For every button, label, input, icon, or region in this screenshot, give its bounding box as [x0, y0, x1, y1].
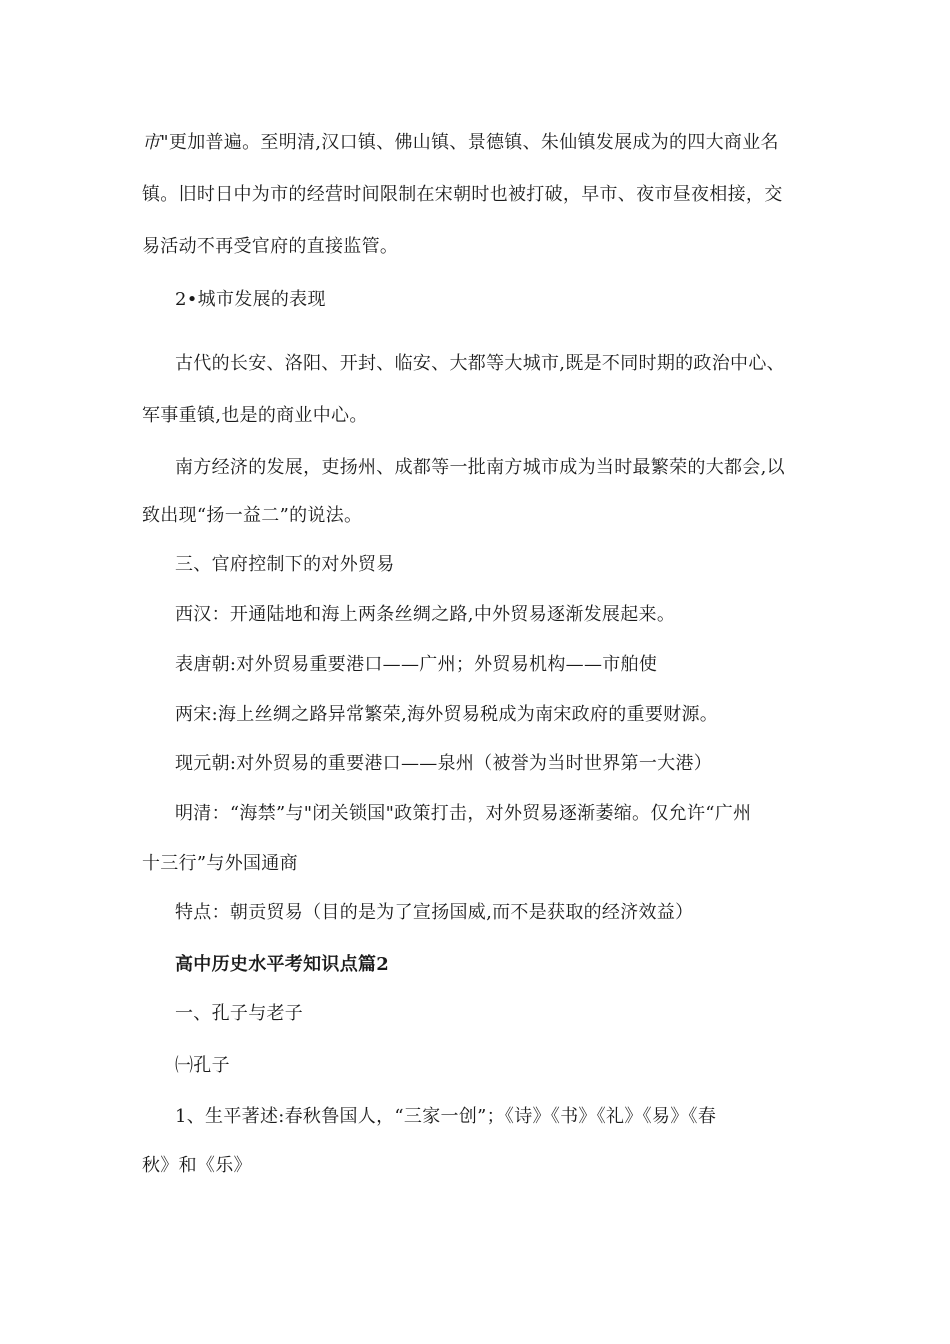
paragraph-market-fragment: 市" — [142, 132, 169, 153]
trade-item-western-han: 西汉：开通陆地和海上两条丝绸之路,中外贸易逐渐发展起来。 — [175, 604, 676, 625]
paragraph-market-line-2: 镇。旧时日中为市的经营时间限制在宋朝时也被打破，早市、夜市昼夜相接，交 — [142, 184, 783, 205]
paragraph-market-line-1 — [142, 131, 779, 155]
paragraph-southern-cities-line-2: 致出现“扬一益二”的说法。 — [142, 505, 363, 526]
paragraph-southern-cities-line-1: 南方经济的发展，吏扬州、成都等一批南方城市成为当时最繁荣的大都会,以 — [175, 457, 785, 478]
section-heading-confucius-laozi: 一、孔子与老子 — [175, 1003, 304, 1024]
subsection-heading-confucius: ㈠孔子 — [175, 1055, 230, 1076]
trade-feature: 特点：朝贡贸易（目的是为了宣扬国威,而不是获取的经济效益） — [175, 902, 694, 923]
paragraph-market-line-1-text: 更加普遍。至明清,汉口镇、佛山镇、景德镇、朱仙镇发展成为的四大商业名 — [168, 132, 779, 153]
section-heading-city-development: 2•城市发展的表现 — [175, 289, 326, 310]
trade-item-ming-qing-line-1: 明清：“海禁”与"闭关锁国"政策打击，对外贸易逐渐萎缩。仅允许“广州 — [175, 803, 752, 824]
confucius-biography-line-2: 秋》和《乐》 — [142, 1155, 252, 1176]
part-2-title: 高中历史水平考知识点篇2 — [175, 954, 390, 975]
paragraph-big-cities-line-2: 军事重镇,也是的商业中心。 — [142, 405, 368, 426]
section-heading-foreign-trade: 三、官府控制下的对外贸易 — [175, 554, 395, 575]
paragraph-market-line-3: 易活动不再受官府的直接监管。 — [142, 236, 399, 257]
paragraph-big-cities-line-1: 古代的长安、洛阳、开封、临安、大都等大城市,既是不同时期的政治中心、 — [175, 353, 785, 374]
trade-item-song: 两宋:海上丝绸之路异常繁荣,海外贸易税成为南宋政府的重要财源。 — [175, 704, 719, 725]
trade-item-yuan: 现元朝:对外贸易的重要港口——泉州（被誉为当时世界第一大港） — [175, 753, 713, 774]
confucius-biography-line-1: 1、生平著述:春秋鲁国人，“三家一创”；《诗》《书》《礼》《易》《春 — [175, 1106, 717, 1127]
trade-item-tang: 表唐朝:对外贸易重要港口——广州；外贸易机构——市舶使 — [175, 654, 658, 675]
trade-item-ming-qing-line-2: 十三行”与外国通商 — [142, 853, 298, 874]
